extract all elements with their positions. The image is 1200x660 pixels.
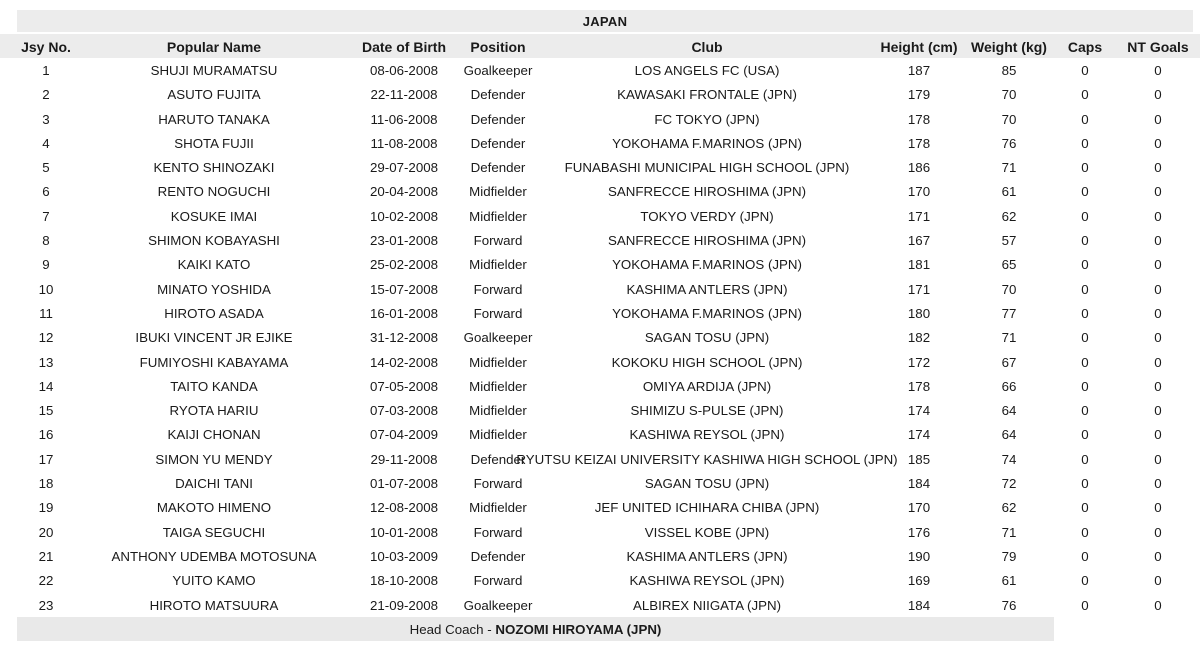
jersey-number: 19 bbox=[38, 500, 54, 516]
player-nt-goals: 0 bbox=[1154, 597, 1162, 613]
table-row bbox=[0, 495, 1200, 519]
table-row bbox=[0, 544, 1200, 568]
date-of-birth: 31-12-2008 bbox=[369, 330, 439, 346]
table-row bbox=[0, 131, 1200, 155]
table-row bbox=[0, 277, 1200, 301]
player-caps: 0 bbox=[1081, 281, 1089, 297]
table-row bbox=[0, 155, 1200, 179]
player-weight: 62 bbox=[1001, 208, 1017, 224]
date-of-birth: 07-04-2009 bbox=[369, 427, 439, 443]
player-caps: 0 bbox=[1081, 160, 1089, 176]
header-caps: Caps bbox=[1067, 39, 1103, 55]
player-table-body bbox=[0, 58, 1200, 617]
player-name: SIMON YU MENDY bbox=[155, 451, 273, 467]
player-club bbox=[540, 277, 874, 301]
player-caps: 0 bbox=[1081, 403, 1089, 419]
jersey-number: 15 bbox=[38, 403, 54, 419]
jersey-number: 6 bbox=[42, 184, 50, 200]
player-position: Midfielder bbox=[469, 208, 527, 224]
date-of-birth: 10-01-2008 bbox=[369, 524, 439, 540]
player-weight: 65 bbox=[1001, 257, 1017, 273]
player-name: KAIKI KATO bbox=[177, 257, 251, 273]
player-nt-goals: 0 bbox=[1154, 500, 1162, 516]
player-nt-goals: 0 bbox=[1154, 281, 1162, 297]
player-position: Midfielder bbox=[469, 354, 527, 370]
jersey-number: 5 bbox=[42, 160, 50, 176]
player-height: 172 bbox=[907, 354, 931, 370]
player-club bbox=[540, 131, 874, 155]
team-title: JAPAN bbox=[17, 10, 1193, 32]
player-name: SHIMON KOBAYASHI bbox=[148, 233, 280, 249]
club-name-text: KASHIWA REYSOL (JPN) bbox=[629, 573, 785, 589]
club-name-text: SHIMIZU S-PULSE (JPN) bbox=[630, 403, 784, 419]
player-name: TAIGA SEGUCHI bbox=[162, 524, 266, 540]
player-position: Midfielder bbox=[469, 257, 527, 273]
player-name: SHUJI MURAMATSU bbox=[150, 63, 278, 78]
table-row bbox=[0, 228, 1200, 252]
club-name-text: SAGAN TOSU (JPN) bbox=[644, 330, 770, 346]
player-name: KAIJI CHONAN bbox=[167, 427, 261, 443]
player-club bbox=[540, 520, 874, 544]
player-club bbox=[540, 568, 874, 592]
player-club bbox=[540, 422, 874, 446]
date-of-birth: 20-04-2008 bbox=[369, 184, 439, 200]
player-height: 171 bbox=[907, 208, 931, 224]
club-name-text: YOKOHAMA F.MARINOS (JPN) bbox=[612, 305, 802, 321]
jersey-number: 4 bbox=[42, 135, 50, 151]
player-height: 185 bbox=[907, 451, 931, 467]
player-caps: 0 bbox=[1081, 500, 1089, 516]
date-of-birth: 07-05-2008 bbox=[369, 378, 439, 394]
club-name-text: SANFRECCE HIROSHIMA (JPN) bbox=[608, 233, 806, 249]
player-position: Forward bbox=[473, 281, 523, 297]
player-position: Defender bbox=[470, 451, 526, 467]
player-club bbox=[540, 107, 874, 131]
header-jsy: Jsy No. bbox=[21, 39, 71, 55]
jersey-number: 9 bbox=[42, 257, 50, 273]
player-height: 184 bbox=[907, 597, 931, 613]
club-name-text: KOKOKU HIGH SCHOOL (JPN) bbox=[611, 354, 803, 370]
jersey-number: 7 bbox=[42, 208, 50, 224]
player-height: 178 bbox=[907, 135, 931, 151]
jersey-number: 1 bbox=[42, 63, 50, 78]
table-row bbox=[0, 325, 1200, 349]
table-row bbox=[0, 398, 1200, 422]
player-height: 187 bbox=[907, 63, 931, 78]
table-row bbox=[0, 471, 1200, 495]
jersey-number: 12 bbox=[38, 330, 54, 346]
player-caps: 0 bbox=[1081, 208, 1089, 224]
player-height: 169 bbox=[907, 573, 931, 589]
player-position: Defender bbox=[470, 87, 526, 103]
player-club bbox=[540, 82, 874, 106]
date-of-birth: 16-01-2008 bbox=[369, 305, 439, 321]
club-name-text: KASHIMA ANTLERS (JPN) bbox=[626, 548, 788, 564]
player-nt-goals: 0 bbox=[1154, 111, 1162, 127]
header-name: Popular Name bbox=[166, 39, 262, 55]
player-nt-goals: 0 bbox=[1154, 87, 1162, 103]
player-caps: 0 bbox=[1081, 63, 1089, 78]
jersey-number: 20 bbox=[38, 524, 54, 540]
player-caps: 0 bbox=[1081, 548, 1089, 564]
player-nt-goals: 0 bbox=[1154, 573, 1162, 589]
jersey-number: 23 bbox=[38, 597, 54, 613]
player-weight: 85 bbox=[1001, 63, 1017, 78]
player-height: 181 bbox=[907, 257, 931, 273]
player-position: Midfielder bbox=[469, 378, 527, 394]
player-name: KENTO SHINOZAKI bbox=[153, 160, 275, 176]
player-weight: 61 bbox=[1001, 184, 1017, 200]
club-name-text: ALBIREX NIIGATA (JPN) bbox=[632, 597, 782, 613]
player-position: Forward bbox=[473, 233, 523, 249]
head-coach-name: NOZOMI HIROYAMA (JPN) bbox=[495, 622, 662, 637]
player-position: Forward bbox=[473, 524, 523, 540]
jersey-number: 22 bbox=[38, 573, 54, 589]
player-nt-goals: 0 bbox=[1154, 354, 1162, 370]
player-position: Goalkeeper bbox=[463, 63, 533, 78]
player-position: Defender bbox=[470, 160, 526, 176]
player-height: 178 bbox=[907, 378, 931, 394]
date-of-birth: 29-11-2008 bbox=[370, 451, 438, 467]
player-position: Forward bbox=[473, 305, 523, 321]
player-nt-goals: 0 bbox=[1154, 427, 1162, 443]
club-name-text: OMIYA ARDIJA (JPN) bbox=[642, 378, 772, 394]
table-row bbox=[0, 593, 1200, 617]
player-caps: 0 bbox=[1081, 524, 1089, 540]
player-weight: 64 bbox=[1001, 403, 1017, 419]
date-of-birth: 12-08-2008 bbox=[369, 500, 439, 516]
header-club: Club bbox=[691, 39, 723, 55]
player-club bbox=[540, 398, 874, 422]
date-of-birth: 14-02-2008 bbox=[369, 354, 439, 370]
club-name-text: JEF UNITED ICHIHARA CHIBA (JPN) bbox=[594, 500, 820, 516]
player-caps: 0 bbox=[1081, 87, 1089, 103]
player-weight: 76 bbox=[1001, 597, 1017, 613]
table-row bbox=[0, 179, 1200, 203]
date-of-birth: 01-07-2008 bbox=[369, 476, 439, 492]
player-height: 186 bbox=[907, 160, 931, 176]
table-row bbox=[0, 204, 1200, 228]
jersey-number: 3 bbox=[42, 111, 50, 127]
player-height: 174 bbox=[907, 427, 931, 443]
date-of-birth: 07-03-2008 bbox=[369, 403, 439, 419]
player-caps: 0 bbox=[1081, 427, 1089, 443]
head-coach-bar bbox=[17, 617, 1054, 641]
player-name: RYOTA HARIU bbox=[169, 403, 259, 419]
jersey-number: 13 bbox=[38, 354, 54, 370]
header-weight: Weight (kg) bbox=[971, 39, 1047, 55]
player-height: 179 bbox=[907, 87, 931, 103]
jersey-number: 16 bbox=[38, 427, 54, 443]
player-height: 170 bbox=[907, 184, 931, 200]
player-name: TAITO KANDA bbox=[170, 378, 258, 394]
player-height: 180 bbox=[907, 305, 931, 321]
club-name-text: YOKOHAMA F.MARINOS (JPN) bbox=[612, 257, 802, 273]
player-club bbox=[540, 204, 874, 228]
player-club bbox=[540, 471, 874, 495]
player-weight: 70 bbox=[1001, 111, 1017, 127]
player-club bbox=[540, 252, 874, 276]
player-nt-goals: 0 bbox=[1154, 160, 1162, 176]
player-weight: 77 bbox=[1001, 305, 1017, 321]
player-weight: 66 bbox=[1001, 378, 1017, 394]
date-of-birth: 08-06-2008 bbox=[369, 63, 439, 78]
player-position: Goalkeeper bbox=[463, 330, 533, 346]
player-name: MAKOTO HIMENO bbox=[156, 500, 272, 516]
table-row bbox=[0, 252, 1200, 276]
player-club bbox=[516, 447, 898, 471]
player-caps: 0 bbox=[1081, 233, 1089, 249]
player-club bbox=[540, 544, 874, 568]
player-name: YUITO KAMO bbox=[172, 573, 256, 589]
player-weight: 61 bbox=[1001, 573, 1017, 589]
club-name-text: SANFRECCE HIROSHIMA (JPN) bbox=[608, 184, 806, 200]
player-name: SHOTA FUJII bbox=[174, 135, 254, 151]
player-position: Defender bbox=[470, 111, 526, 127]
player-nt-goals: 0 bbox=[1154, 184, 1162, 200]
table-row bbox=[0, 301, 1200, 325]
player-club bbox=[540, 301, 874, 325]
player-position: Defender bbox=[470, 135, 526, 151]
player-name: ASUTO FUJITA bbox=[167, 87, 261, 103]
player-club bbox=[540, 228, 874, 252]
table-header bbox=[0, 34, 1200, 58]
player-nt-goals: 0 bbox=[1154, 548, 1162, 564]
player-nt-goals: 0 bbox=[1154, 403, 1162, 419]
date-of-birth: 23-01-2008 bbox=[369, 233, 439, 249]
player-position: Forward bbox=[473, 573, 523, 589]
player-position: Midfielder bbox=[469, 403, 527, 419]
player-club bbox=[540, 179, 874, 203]
player-height: 190 bbox=[907, 548, 931, 564]
player-club bbox=[540, 374, 874, 398]
player-club bbox=[540, 325, 874, 349]
player-weight: 71 bbox=[1001, 160, 1017, 176]
player-weight: 64 bbox=[1001, 427, 1017, 443]
header-dob: Date of Birth bbox=[362, 39, 446, 55]
club-name-text: KAWASAKI FRONTALE (JPN) bbox=[617, 87, 797, 103]
player-name: DAICHI TANI bbox=[175, 476, 253, 492]
date-of-birth: 25-02-2008 bbox=[369, 257, 439, 273]
date-of-birth: 15-07-2008 bbox=[369, 281, 439, 297]
player-caps: 0 bbox=[1081, 597, 1089, 613]
player-height: 167 bbox=[907, 233, 931, 249]
jersey-number: 17 bbox=[38, 451, 54, 467]
player-club bbox=[540, 350, 874, 374]
club-name-text: YOKOHAMA F.MARINOS (JPN) bbox=[612, 135, 802, 151]
player-name: FUMIYOSHI KABAYAMA bbox=[139, 354, 289, 370]
date-of-birth: 18-10-2008 bbox=[369, 573, 439, 589]
player-height: 170 bbox=[907, 500, 931, 516]
date-of-birth: 11-08-2008 bbox=[370, 135, 438, 151]
player-caps: 0 bbox=[1081, 135, 1089, 151]
player-weight: 72 bbox=[1001, 476, 1017, 492]
player-caps: 0 bbox=[1081, 573, 1089, 589]
jersey-number: 11 bbox=[39, 305, 53, 321]
table-row bbox=[0, 422, 1200, 446]
player-caps: 0 bbox=[1081, 330, 1089, 346]
player-weight: 57 bbox=[1001, 233, 1017, 249]
player-name: HARUTO TANAKA bbox=[158, 111, 270, 127]
table-row bbox=[0, 447, 1200, 471]
date-of-birth: 22-11-2008 bbox=[370, 87, 438, 103]
date-of-birth: 10-03-2009 bbox=[369, 548, 439, 564]
player-position: Midfielder bbox=[469, 184, 527, 200]
player-caps: 0 bbox=[1081, 184, 1089, 200]
club-name-text: KASHIWA REYSOL (JPN) bbox=[629, 427, 785, 443]
header-goals: NT Goals bbox=[1127, 39, 1189, 55]
player-height: 174 bbox=[907, 403, 931, 419]
jersey-number: 18 bbox=[38, 476, 54, 492]
jersey-number: 21 bbox=[38, 548, 54, 564]
club-name-text: LOS ANGELS FC (USA) bbox=[634, 63, 780, 78]
player-nt-goals: 0 bbox=[1154, 135, 1162, 151]
player-club bbox=[540, 495, 874, 519]
player-weight: 67 bbox=[1001, 354, 1017, 370]
date-of-birth: 29-07-2008 bbox=[369, 160, 439, 176]
player-height: 176 bbox=[907, 524, 931, 540]
player-nt-goals: 0 bbox=[1154, 63, 1162, 78]
player-name: MINATO YOSHIDA bbox=[157, 281, 271, 297]
club-name-text: RYUTSU KEIZAI UNIVERSITY KASHIWA HIGH SCHOOL (JPN) bbox=[516, 451, 898, 467]
table-row bbox=[0, 568, 1200, 592]
date-of-birth: 10-02-2008 bbox=[369, 208, 439, 224]
player-name: RENTO NOGUCHI bbox=[157, 184, 271, 200]
table-row bbox=[0, 58, 1200, 82]
player-caps: 0 bbox=[1081, 354, 1089, 370]
player-height: 178 bbox=[907, 111, 931, 127]
table-row bbox=[0, 374, 1200, 398]
player-name: ANTHONY UDEMBA MOTOSUNA bbox=[111, 548, 317, 564]
player-nt-goals: 0 bbox=[1154, 524, 1162, 540]
player-nt-goals: 0 bbox=[1154, 378, 1162, 394]
club-name-text: VISSEL KOBE (JPN) bbox=[644, 524, 770, 540]
player-position: Goalkeeper bbox=[463, 597, 533, 613]
player-position: Midfielder bbox=[469, 500, 527, 516]
player-position: Forward bbox=[473, 476, 523, 492]
player-nt-goals: 0 bbox=[1154, 233, 1162, 249]
header-position: Position bbox=[470, 39, 526, 55]
player-position: Defender bbox=[470, 548, 526, 564]
jersey-number: 10 bbox=[38, 281, 54, 297]
player-weight: 70 bbox=[1001, 87, 1017, 103]
club-name-text: SAGAN TOSU (JPN) bbox=[644, 476, 770, 492]
jersey-number: 2 bbox=[42, 87, 50, 103]
table-row bbox=[0, 350, 1200, 374]
head-coach-label: Head Coach - bbox=[409, 622, 496, 637]
player-weight: 74 bbox=[1001, 451, 1017, 467]
player-weight: 62 bbox=[1001, 500, 1017, 516]
player-club bbox=[540, 593, 874, 617]
player-nt-goals: 0 bbox=[1154, 476, 1162, 492]
player-name: IBUKI VINCENT JR EJIKE bbox=[135, 330, 293, 346]
player-caps: 0 bbox=[1081, 257, 1089, 273]
player-caps: 0 bbox=[1081, 378, 1089, 394]
club-name-text: FC TOKYO (JPN) bbox=[654, 111, 760, 127]
player-nt-goals: 0 bbox=[1154, 330, 1162, 346]
header-height: Height (cm) bbox=[880, 39, 958, 55]
player-height: 171 bbox=[907, 281, 931, 297]
player-nt-goals: 0 bbox=[1154, 208, 1162, 224]
player-weight: 79 bbox=[1001, 548, 1017, 564]
player-position: Midfielder bbox=[469, 427, 527, 443]
player-height: 182 bbox=[907, 330, 931, 346]
player-height: 184 bbox=[907, 476, 931, 492]
date-of-birth: 11-06-2008 bbox=[370, 111, 438, 127]
player-nt-goals: 0 bbox=[1154, 451, 1162, 467]
player-club bbox=[540, 58, 874, 82]
player-name: HIROTO MATSUURA bbox=[149, 597, 279, 613]
player-weight: 71 bbox=[1001, 524, 1017, 540]
table-row bbox=[0, 520, 1200, 544]
club-name-text: KASHIMA ANTLERS (JPN) bbox=[626, 281, 788, 297]
table-row bbox=[0, 107, 1200, 131]
player-weight: 76 bbox=[1001, 135, 1017, 151]
player-weight: 71 bbox=[1001, 330, 1017, 346]
table-row bbox=[0, 82, 1200, 106]
player-name: KOSUKE IMAI bbox=[170, 208, 258, 224]
club-name-text: FUNABASHI MUNICIPAL HIGH SCHOOL (JPN) bbox=[564, 160, 850, 176]
player-caps: 0 bbox=[1081, 111, 1089, 127]
jersey-number: 14 bbox=[38, 378, 54, 394]
player-weight: 70 bbox=[1001, 281, 1017, 297]
date-of-birth: 21-09-2008 bbox=[369, 597, 439, 613]
player-caps: 0 bbox=[1081, 305, 1089, 321]
player-name: HIROTO ASADA bbox=[164, 305, 264, 321]
player-club bbox=[540, 155, 874, 179]
player-caps: 0 bbox=[1081, 476, 1089, 492]
player-nt-goals: 0 bbox=[1154, 305, 1162, 321]
club-name-text: TOKYO VERDY (JPN) bbox=[640, 208, 774, 224]
player-nt-goals: 0 bbox=[1154, 257, 1162, 273]
jersey-number: 8 bbox=[42, 233, 50, 249]
player-caps: 0 bbox=[1081, 451, 1089, 467]
